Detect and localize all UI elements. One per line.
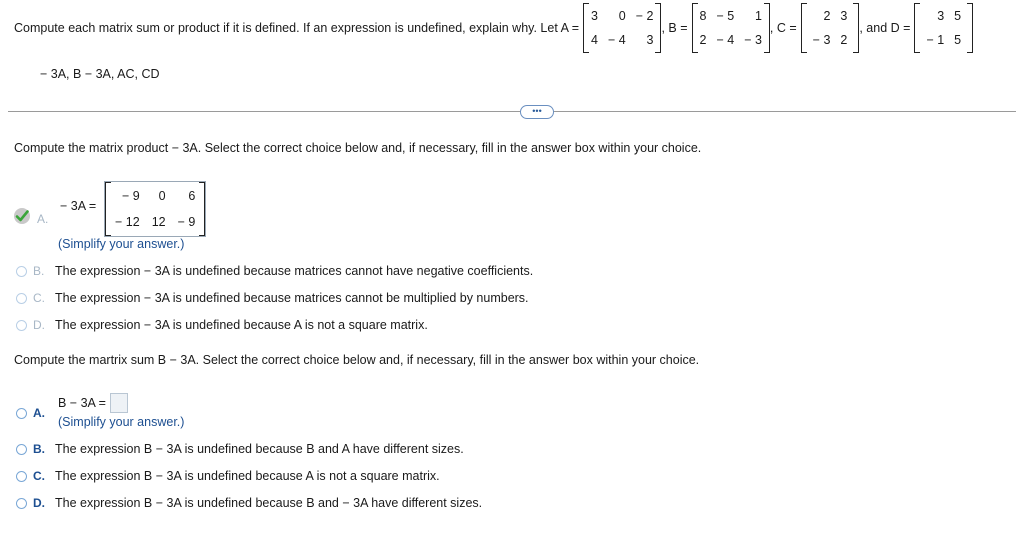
matrix-a-cell: − 4 xyxy=(607,33,626,47)
answer-cell: − 9 xyxy=(121,189,140,203)
part2-question: Compute the martrix sum B − 3A. Select the correct choice below and, if necessary, fill in the answer box within your choice. xyxy=(14,353,700,367)
radio-button[interactable] xyxy=(16,498,27,509)
part2-simplify-hint: (Simplify your answer.) xyxy=(58,415,185,429)
choice-letter: D. xyxy=(33,496,45,510)
part1-choice-a-label: − 3A = xyxy=(60,199,97,213)
expressions-list: − 3A, B − 3A, AC, CD xyxy=(40,67,160,81)
matrix-b-cell: 2 xyxy=(699,33,707,47)
part1-choice-c[interactable] xyxy=(16,291,529,305)
choice-text: The expression B − 3A is undefined because A is not a square matrix. xyxy=(55,469,440,483)
answer-input-box[interactable] xyxy=(110,393,128,413)
matrix-b-cell: 1 xyxy=(754,9,762,23)
part1-question: Compute the matrix product − 3A. Select the correct choice below and, if necessary, fill in the answer box within your choice. xyxy=(14,141,702,155)
problem-intro: Compute each matrix sum or product if it is defined. If an expression is undefined, explain why. Let A = xyxy=(14,21,580,35)
matrix-b-cell: 8 xyxy=(699,9,707,23)
part1-choice-a-letter: A. xyxy=(37,212,49,226)
matrix-a-cell: 4 xyxy=(591,33,598,47)
matrix-a-cell: − 2 xyxy=(635,9,654,23)
checkmark-icon xyxy=(14,208,30,224)
choice-text: The expression − 3A is undefined because matrices cannot have negative coefficients. xyxy=(55,264,534,278)
matrix-a-cell: 3 xyxy=(646,33,654,47)
choice-letter: A. xyxy=(33,406,45,420)
radio-button[interactable] xyxy=(16,471,27,482)
answer-cell: − 12 xyxy=(115,215,140,229)
matrix-d-cell: 5 xyxy=(954,33,962,47)
radio-button[interactable] xyxy=(16,266,27,277)
matrix-c-cell: 2 xyxy=(840,33,848,47)
matrix-b-label: , B = xyxy=(661,21,688,35)
choice-letter: D. xyxy=(33,318,45,332)
part1-choice-d[interactable] xyxy=(16,318,428,332)
choice-text: The expression − 3A is undefined because matrices cannot be multiplied by numbers. xyxy=(55,291,529,305)
matrix-c-label: , C = xyxy=(769,21,797,35)
matrix-b-cell: − 5 xyxy=(716,9,735,23)
matrix-c-cell: 2 xyxy=(823,9,831,23)
choice-text: The expression B − 3A is undefined because B and A have different sizes. xyxy=(55,442,464,456)
answer-cell: 6 xyxy=(188,189,196,203)
choice-letter: B. xyxy=(33,264,45,278)
radio-button[interactable] xyxy=(16,293,27,304)
part2-choice-a[interactable] xyxy=(16,406,55,420)
matrix-d-cell: − 1 xyxy=(926,33,945,47)
part2-choice-c[interactable] xyxy=(16,469,440,483)
part2-choice-b[interactable] xyxy=(16,442,464,456)
matrix-c xyxy=(801,3,860,53)
choice-letter: C. xyxy=(33,291,45,305)
matrix-a-cell: 0 xyxy=(618,9,626,23)
radio-button[interactable] xyxy=(16,444,27,455)
answer-cell: 12 xyxy=(151,215,166,229)
part1-answer-matrix[interactable] xyxy=(104,181,206,237)
correct-check-icon xyxy=(14,208,30,224)
matrix-c-cell: − 3 xyxy=(812,33,831,47)
matrix-d-label: , and D = xyxy=(859,21,911,35)
part2-choice-a-label: B − 3A = xyxy=(58,396,106,410)
choice-letter: B. xyxy=(33,442,45,456)
part1-answer-matrix-wrapper xyxy=(104,181,206,237)
section-divider xyxy=(8,111,1016,112)
choice-text: The expression B − 3A is undefined because B and − 3A have different sizes. xyxy=(55,496,483,510)
more-button[interactable]: ••• xyxy=(520,105,554,119)
part2-choice-a-answer xyxy=(58,393,128,413)
matrix-b-cell: − 4 xyxy=(716,33,735,47)
matrix-c-cell: 3 xyxy=(840,9,848,23)
matrix-b xyxy=(692,3,770,53)
matrix-a xyxy=(583,3,661,53)
answer-cell: − 9 xyxy=(177,215,196,229)
radio-button[interactable] xyxy=(16,408,27,419)
matrix-d xyxy=(914,3,973,53)
matrix-d-cell: 3 xyxy=(937,9,945,23)
matrix-b-cell: − 3 xyxy=(744,33,762,47)
problem-statement xyxy=(14,6,973,50)
choice-letter: C. xyxy=(33,469,45,483)
choice-text: The expression − 3A is undefined because A is not a square matrix. xyxy=(55,318,428,332)
radio-button[interactable] xyxy=(16,320,27,331)
part1-choice-b[interactable] xyxy=(16,264,533,278)
matrix-d-cell: 5 xyxy=(954,9,962,23)
answer-cell: 0 xyxy=(158,189,166,203)
part2-choice-d[interactable] xyxy=(16,496,482,510)
part1-simplify-hint: (Simplify your answer.) xyxy=(58,237,185,251)
matrix-a-cell: 3 xyxy=(591,9,598,23)
